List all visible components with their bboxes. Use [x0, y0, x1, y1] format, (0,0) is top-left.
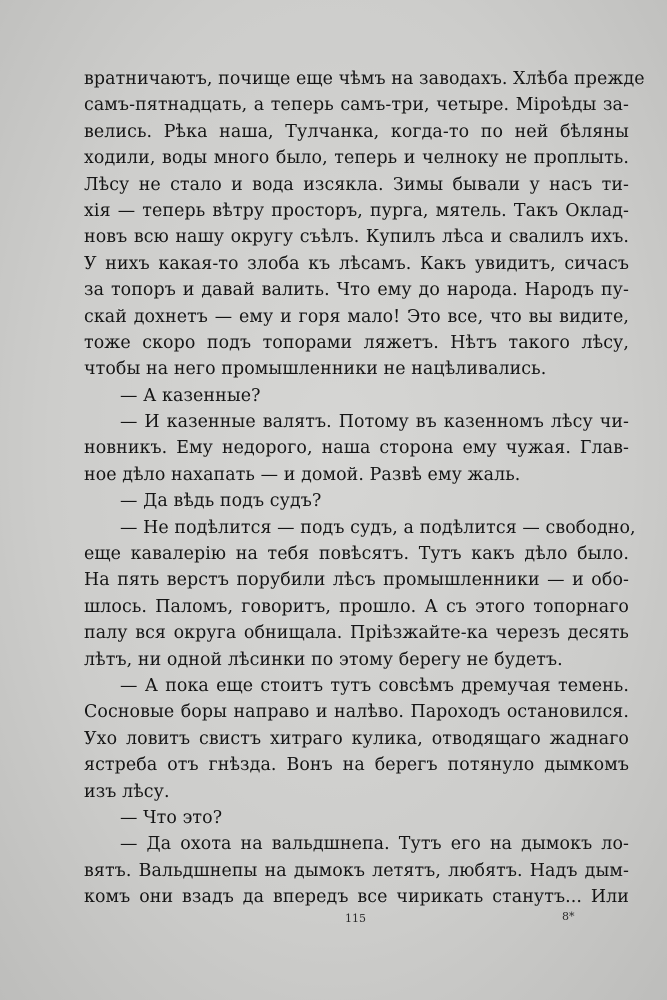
page-number: 115 — [345, 912, 366, 925]
text-line: велись. Рѣка наша, Тулчанка, когда-то по ней бѣляны — [84, 121, 629, 142]
text-line: новъ всю нашу округу съѣлъ. Купилъ лѣса и свалилъ ихъ. — [84, 227, 629, 248]
text-line: — Да вѣдь подъ судъ? — [120, 491, 322, 512]
text-line: Сосновые боры направо и налѣво. Пароходъ остановился. — [84, 702, 629, 723]
printer-signature-mark: 8* — [562, 910, 575, 923]
text-line: ястреба отъ гнѣзда. Вонъ на берегъ потянуло дымкомъ — [84, 755, 629, 776]
text-line: тоже скоро подъ топорами ляжетъ. Нѣтъ такого лѣсу, — [84, 332, 629, 353]
text-line: шлось. Паломъ, говоритъ, прошло. А съ этого топорнаго — [84, 596, 629, 617]
text-line: — А пока еще стоитъ тутъ совсѣмъ дремучая темень. — [120, 675, 629, 696]
text-line: чтобы на него промышленники не нацѣливались. — [84, 359, 547, 380]
text-line: комъ они взадъ да впередъ все чирикать станутъ... Или — [84, 887, 629, 908]
text-line: — Не подѣлится — подъ судъ, а подѣлится — свободно, — [120, 517, 636, 538]
text-line: — А казенные? — [120, 385, 261, 406]
text-line: На пять верстъ порубили лѣсъ промышленники — и обо- — [84, 570, 629, 591]
text-line: У нихъ какая-то злоба къ лѣсамъ. Какъ увидитъ, сичасъ — [84, 253, 629, 274]
text-line: — И казенные валятъ. Потому въ казенномъ лѣсу чи- — [120, 412, 629, 433]
text-line: Лѣсу не стало и вода изсякла. Зимы бывали у насъ ти- — [84, 174, 629, 195]
text-line: вятъ. Вальдшнепы на дымокъ летятъ, любятъ. Надъ дым- — [84, 860, 629, 881]
page-footer — [0, 912, 667, 932]
text-line: вратничаютъ, почище еще чѣмъ на заводахъ. Хлѣба прежде — [84, 69, 645, 89]
text-line: — Что это? — [120, 807, 223, 828]
text-line: скай дохнетъ — ему и горя мало! Это все, что вы видите, — [84, 306, 629, 327]
text-line: самъ-пятнадцать, а теперь самъ-три, четыре. Міроѣды за- — [84, 95, 629, 116]
body-text — [84, 66, 645, 911]
text-line: изъ лѣсу. — [84, 781, 170, 802]
text-line: ное дѣло нахапать — и домой. Развѣ ему жаль. — [84, 464, 521, 485]
text-line: еще кавалерію на тебя повѣсятъ. Тутъ какъ дѣло было. — [84, 544, 629, 565]
text-line: — Да охота на вальдшнепа. Тутъ его на дымокъ ло- — [120, 834, 629, 855]
text-line: ходили, воды много было, теперь и челноку не проплыть. — [84, 148, 629, 169]
text-line: Ухо ловитъ свистъ хитраго кулика, отводящаго жаднаго — [84, 728, 629, 749]
text-line: за топоръ и давай валить. Что ему до народа. Народъ пу- — [84, 280, 629, 301]
text-line: лѣтъ, ни одной лѣсинки по этому берегу не будетъ. — [84, 649, 563, 670]
text-line: хія — теперь вѣтру просторъ, пурга, мятель. Такъ Оклад- — [84, 200, 629, 221]
text-line: новникъ. Ему недорого, наша сторона ему чужая. Глав- — [84, 438, 629, 459]
text-line: палу вся округа обнищала. Пріѣзжайте-ка черезъ десять — [84, 623, 629, 644]
